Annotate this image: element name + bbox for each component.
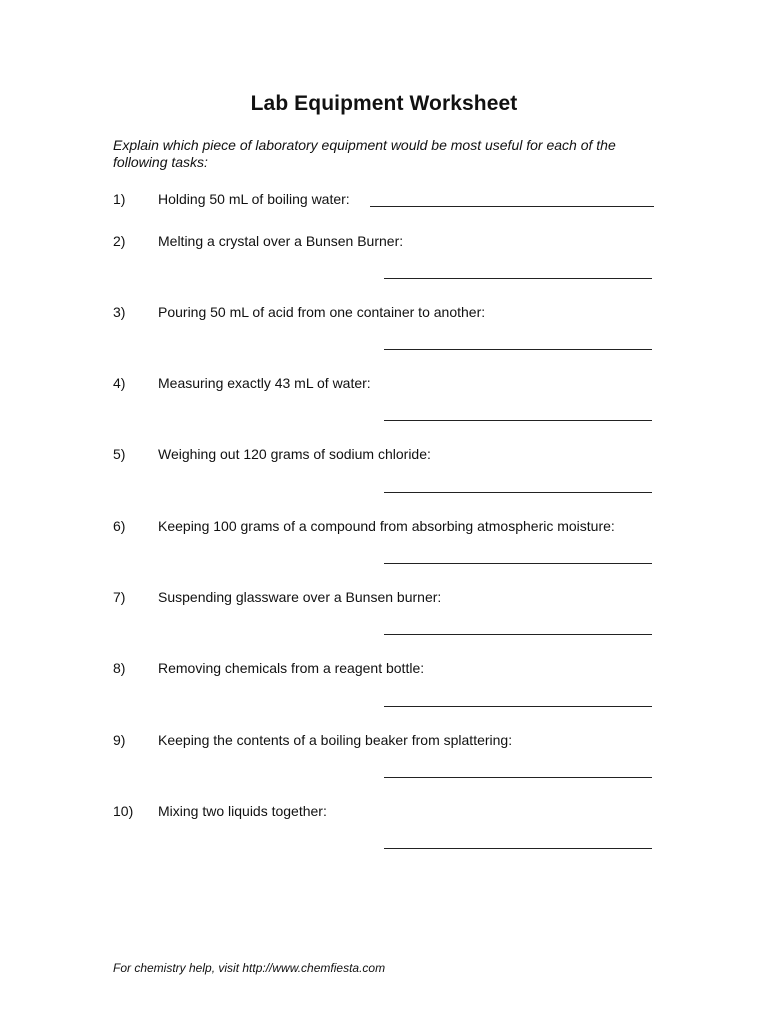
answer-blank-line[interactable] (384, 349, 652, 350)
question-number: 8) (113, 660, 126, 676)
question-text: Holding 50 mL of boiling water: (158, 191, 350, 207)
question-text: Pouring 50 mL of acid from one container to another: (158, 304, 486, 320)
answer-blank-line[interactable] (370, 206, 654, 207)
footer-help-link-text: For chemistry help, visit http://www.chemfiesta.com (113, 961, 386, 975)
answer-blank-line[interactable] (384, 777, 652, 778)
question-number: 7) (113, 589, 126, 605)
answer-blank-line[interactable] (384, 706, 652, 707)
question-number: 2) (113, 233, 126, 249)
question-text: Weighing out 120 grams of sodium chloride: (158, 446, 431, 462)
question-number: 4) (113, 375, 126, 391)
answer-blank-line[interactable] (384, 278, 652, 279)
answer-blank-line[interactable] (384, 420, 652, 421)
answer-blank-line[interactable] (384, 563, 652, 564)
question-text: Removing chemicals from a reagent bottle: (158, 660, 425, 676)
instructions-text: Explain which piece of laboratory equipment would be most useful for each of the following tasks: (113, 137, 616, 170)
answer-blank-line[interactable] (384, 634, 652, 635)
page-title: Lab Equipment Worksheet (250, 92, 518, 115)
question-text: Melting a crystal over a Bunsen Burner: (158, 233, 404, 249)
answer-blank-line[interactable] (384, 848, 652, 849)
question-number: 10) (113, 803, 134, 819)
question-text: Mixing two liquids together: (158, 803, 327, 819)
question-number: 1) (113, 191, 126, 207)
question-text: Measuring exactly 43 mL of water: (158, 375, 371, 391)
question-number: 6) (113, 518, 126, 534)
question-number: 3) (113, 304, 126, 320)
question-text: Keeping 100 grams of a compound from absorbing atmospheric moisture: (158, 518, 615, 534)
question-text: Keeping the contents of a boiling beaker from splattering: (158, 732, 513, 748)
question-number: 9) (113, 732, 126, 748)
question-number: 5) (113, 446, 126, 462)
answer-blank-line[interactable] (384, 492, 652, 493)
question-text: Suspending glassware over a Bunsen burner: (158, 589, 442, 605)
